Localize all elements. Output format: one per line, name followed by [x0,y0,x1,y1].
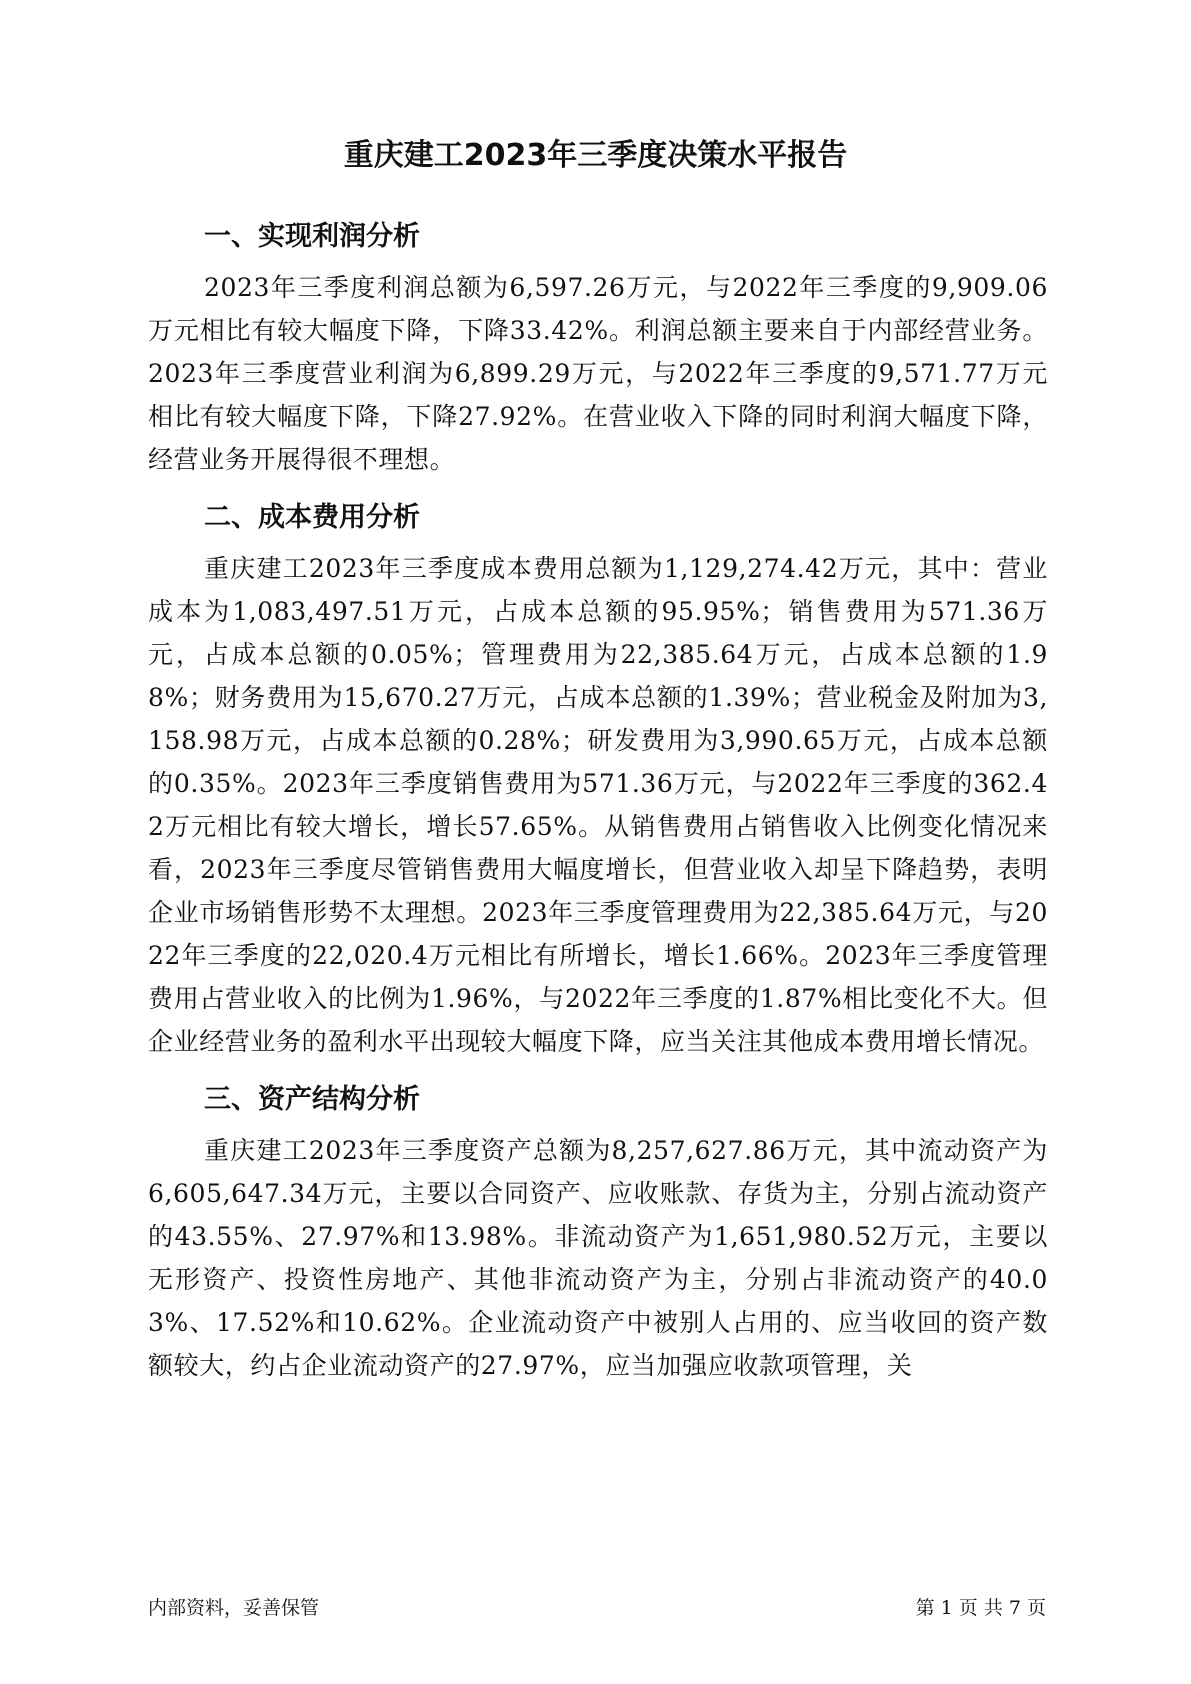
footer-confidential-note: 内部资料，妥善保管 [148,1597,320,1619]
section-asset-structure [148,1075,1048,1387]
section-paragraph: 2023年三季度利润总额为6,597.26万元，与2022年三季度的9,909.06万元相比有较大幅度下降，下降33.42%。利润总额主要来自于内部经营业务。2023年三季度营业利润为6,899.29万元，与2022年三季度的9,571.77万元相比有较大幅度下降，下降27.92%。在营业收入下降的同时利润大幅度下降，经营业务开展得很不理想。 [148,273,1048,474]
document-body [148,212,1048,1399]
section-heading: 一、实现利润分析 [204,221,420,252]
footer-page-number: 第 1 页 共 7 页 [915,1597,1046,1619]
section-heading: 二、成本费用分析 [204,502,420,533]
section-heading: 三、资产结构分析 [204,1084,420,1115]
section-paragraph: 重庆建工2023年三季度资产总额为8,257,627.86万元，其中流动资产为6,605,647.34万元，主要以合同资产、应收账款、存货为主，分别占流动资产的43.55%、27.97%和13.98%。非流动资产为1,651,980.52万元，主要以无形资产、投资性房地产、其他非流动资产为主，分别占非流动资产的40.03%、17.52%和10.62%。企业流动资产中被别人占用的、应当收回的资产数额较大，约占企业流动资产的27.97%，应当加强应收款项管理，关 [148,1136,1048,1380]
section-cost-analysis [148,493,1048,1063]
section-profit-analysis [148,212,1048,481]
section-paragraph: 重庆建工2023年三季度成本费用总额为1,129,274.42万元，其中：营业成本为1,083,497.51万元，占成本总额的95.95%；销售费用为571.36万元，占成本总额的0.05%；管理费用为22,385.64万元，占成本总额的1.98%；财务费用为15,670.27万元，占成本总额的1.39%；营业税金及附加为3,158.98万元，占成本总额的0.28%；研发费用为3,990.65万元，占成本总额的0.35%。2023年三季度销售费用为571.36万元，与2022年三季度的362.42万元相比有较大增长，增长57.65%。从销售费用占销售收入比例变化情况来看，2023年三季度尽管销售费用大幅度增长，但营业收入却呈下降趋势，表明企业市场销售形势不太理想。2023年三季度管理费用为22,385.64万元，与2022年三季度的22,020.4万元相比有所增长，增长1.66%。2023年三季度管理费用占营业收入的比例为1.96%，与2022年三季度的1.87%相比变化不大。但企业经营业务的盈利水平出现较大幅度下降，应当关注其他成本费用增长情况。 [148,554,1048,1056]
document-title: 重庆建工2023年三季度决策水平报告 [343,138,848,173]
